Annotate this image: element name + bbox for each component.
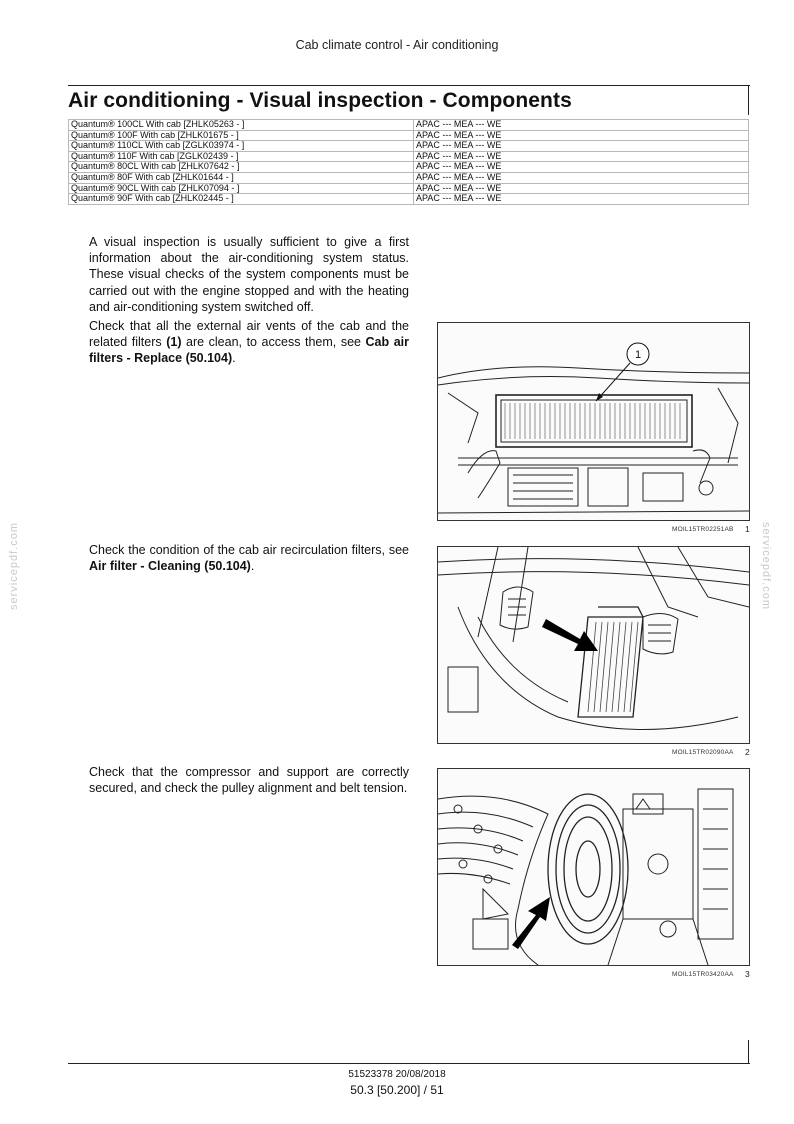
- figure-compressor: [437, 768, 750, 966]
- figure-recirculation-filter: [437, 546, 750, 744]
- footer-rule: [68, 1063, 750, 1064]
- watermark-right: servicepdf.com: [759, 522, 772, 610]
- footer-document-id: 51523378 20/08/2018: [348, 1069, 446, 1080]
- model-cell: Quantum® 110CL With cab [ZGLK03974 - ]: [69, 141, 414, 152]
- table-row: [69, 151, 749, 162]
- step-text: Check that all the external air vents of the cab and the related filters: [89, 319, 409, 350]
- table-row: [69, 162, 749, 173]
- table-row: [69, 141, 749, 152]
- compressor-illustration: [438, 769, 749, 965]
- header-rule: [68, 85, 750, 86]
- model-applicability-table: [68, 119, 749, 205]
- step-text: Check the condition of the cab air recirculation filters, see: [89, 543, 409, 557]
- pointer-arrow: [542, 619, 598, 651]
- region-cell: APAC --- MEA --- WE: [414, 183, 749, 194]
- figure-code: MOIL15TR02090AA: [672, 749, 734, 756]
- step-text: .: [232, 351, 236, 366]
- model-cell: Quantum® 100CL With cab [ZHLK05263 - ]: [69, 120, 414, 131]
- header-side-bar: [748, 85, 749, 115]
- figure-number: 2: [745, 747, 750, 757]
- step-text: .: [250, 559, 255, 574]
- footer-page-number: 50.3 [50.200] / 51: [350, 1083, 444, 1097]
- region-cell: APAC --- MEA --- WE: [414, 120, 749, 131]
- table-row: [69, 130, 749, 141]
- region-cell: APAC --- MEA --- WE: [414, 141, 749, 152]
- figure-number: 1: [745, 524, 750, 534]
- region-cell: APAC --- MEA --- WE: [414, 172, 749, 183]
- figure-number: 3: [745, 969, 750, 979]
- model-cell: Quantum® 110F With cab [ZGLK02439 - ]: [69, 151, 414, 162]
- model-cell: Quantum® 100F With cab [ZHLK01675 - ]: [69, 130, 414, 141]
- section-title: Air conditioning - Visual inspection - Components: [68, 89, 572, 112]
- intro-paragraph: A visual inspection is usually sufficient to give a first information about the air-conditioning system status. These visual checks of the system components must be carried out with the engine stopped and with the heating and air-conditioning system switched off.: [89, 235, 409, 314]
- cross-reference-link[interactable]: Air filter - Cleaning (50.104): [89, 559, 251, 574]
- watermark-left: servicepdf.com: [7, 522, 20, 610]
- figure-code: MOIL15TR03420AA: [672, 971, 734, 978]
- callout-label: 1: [634, 349, 642, 361]
- cross-reference-link[interactable]: Cab air filters - Replace (50.104): [89, 335, 409, 366]
- figure-cab-air-filter: [437, 322, 750, 521]
- step-compressor-paragraph: Check that the compressor and support are correctly secured, and check the pulley alignment and belt tension.: [89, 765, 409, 796]
- region-cell: APAC --- MEA --- WE: [414, 194, 749, 205]
- step-text: are clean, to access them, see: [181, 335, 366, 350]
- region-cell: APAC --- MEA --- WE: [414, 162, 749, 173]
- region-cell: APAC --- MEA --- WE: [414, 130, 749, 141]
- step-air-vents-paragraph: [89, 318, 409, 367]
- table-row: [69, 120, 749, 131]
- figure-code: MOIL15TR02251AB: [672, 526, 734, 533]
- table-row: [69, 194, 749, 205]
- model-cell: Quantum® 80F With cab [ZHLK01644 - ]: [69, 172, 414, 183]
- model-cell: Quantum® 90CL With cab [ZHLK07094 - ]: [69, 183, 414, 194]
- recirculation-filter-illustration: [438, 547, 749, 743]
- running-header: Cab climate control - Air conditioning: [295, 38, 499, 52]
- callout-reference: (1): [166, 335, 182, 350]
- cab-air-filter-illustration: [438, 323, 749, 520]
- model-cell: Quantum® 90F With cab [ZHLK02445 - ]: [69, 194, 414, 205]
- pointer-arrow: [512, 897, 550, 949]
- table-row: [69, 183, 749, 194]
- region-cell: APAC --- MEA --- WE: [414, 151, 749, 162]
- table-row: [69, 172, 749, 183]
- model-cell: Quantum® 80CL With cab [ZHLK07642 - ]: [69, 162, 414, 173]
- footer-side-bar: [748, 1040, 749, 1063]
- step-recirculation-paragraph: [89, 542, 409, 574]
